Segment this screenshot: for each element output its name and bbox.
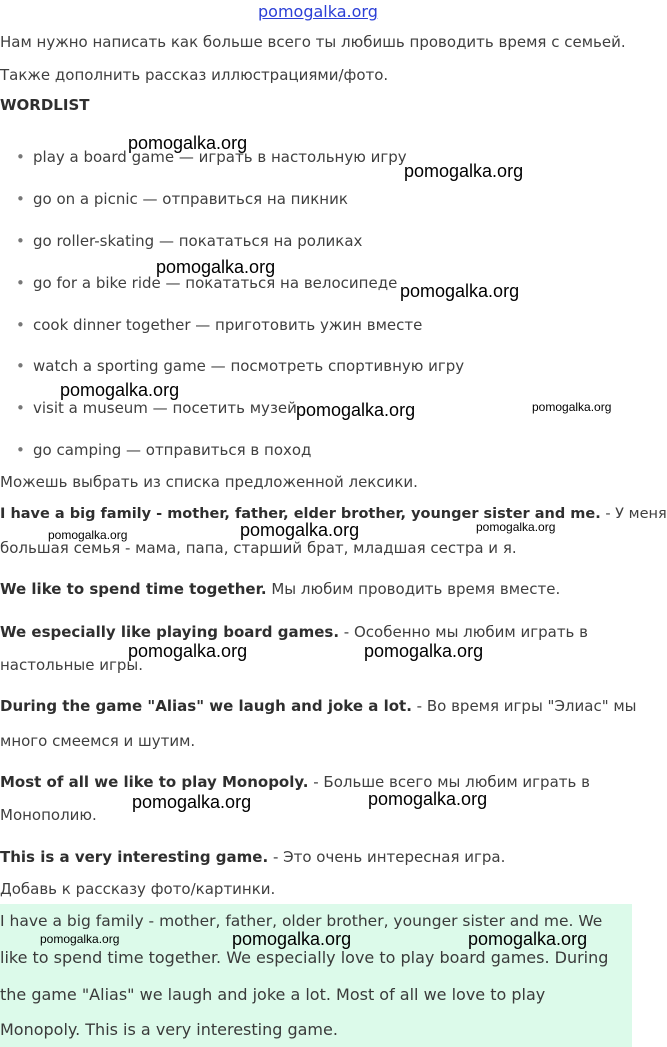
bullet-icon: • (16, 357, 25, 375)
watermark: pomogalka.org (468, 929, 588, 949)
sentence-3-cont: настольные игры. (0, 656, 143, 674)
sentence-3 (0, 623, 588, 641)
sentence-ru: - Это очень интересная игра. (268, 848, 506, 866)
watermark: pomogalka.org (404, 161, 524, 181)
bullet-icon: • (16, 441, 25, 459)
final-text-line: like to spend time together. We especially love to play board games. During (0, 948, 609, 967)
watermark: pomogalka.org (476, 520, 556, 534)
watermark: pomogalka.org (400, 281, 520, 301)
watermark: pomogalka.org (128, 133, 248, 153)
final-text-line: Monopoly. This is a very interesting game. (0, 1020, 338, 1039)
watermark: pomogalka.org (532, 400, 612, 414)
watermark: pomogalka.org (368, 789, 488, 809)
watermark: pomogalka.org (364, 641, 484, 661)
final-text-line: I have a big family - mother, father, older brother, younger sister and me. We (0, 912, 603, 930)
list-item: go roller-skating — покататься на роликах (33, 232, 363, 250)
list-item: go for a bike ride — покататься на велосипеде (33, 274, 398, 292)
bullet-icon: • (16, 232, 25, 250)
watermark: pomogalka.org (156, 257, 276, 277)
sentence-5-cont: Монополию. (0, 806, 97, 824)
watermark: pomogalka.org (40, 932, 120, 946)
sentence-ru: - У меня (600, 506, 667, 522)
bullet-icon: • (16, 190, 25, 208)
sentence-ru: Мы любим проводить время вместе. (266, 580, 561, 598)
list-item: play a board game — играть в настольную игру (33, 148, 407, 166)
watermark: pomogalka.org (48, 528, 128, 542)
sentence-2 (0, 580, 560, 598)
wordlist-title: WORDLIST (0, 96, 90, 114)
sentence-4 (0, 697, 637, 715)
sentence-ru: - Больше всего мы любим играть в (308, 773, 590, 791)
bullet-icon: • (16, 274, 25, 292)
task-line-1: Нам нужно написать как больше всего ты любишь проводить время с семьей. (0, 33, 626, 51)
list-item: visit a museum — посетить музей (33, 399, 297, 417)
sentence-en: We especially like playing board games. (0, 623, 340, 641)
bullet-icon: • (16, 316, 25, 334)
watermark: pomogalka.org (132, 792, 252, 812)
site-header-link[interactable]: pomogalka.org (258, 2, 378, 21)
sentence-5 (0, 773, 590, 791)
watermark: pomogalka.org (240, 520, 360, 540)
watermark: pomogalka.org (60, 380, 180, 400)
list-item: go on a picnic — отправиться на пикник (33, 190, 348, 208)
sentence-4-cont: много смеемся и шутим. (0, 732, 196, 750)
sentence-ru: - Особенно мы любим играть в (339, 623, 589, 641)
sentence-en: We like to spend time together. (0, 580, 267, 598)
bullet-icon: • (16, 148, 25, 166)
sentence-en: I have a big family - mother, father, elder brother, younger sister and me. (0, 506, 601, 522)
list-item: cook dinner together — приготовить ужин вместе (33, 316, 423, 334)
sentence-en: Most of all we like to play Monopoly. (0, 773, 309, 791)
bullet-icon: • (16, 399, 25, 417)
sentence-en: During the game "Alias" we laugh and joke a lot. (0, 697, 412, 715)
watermark: pomogalka.org (296, 400, 416, 420)
sentence-ru: - Во время игры "Элиас" мы (411, 697, 637, 715)
watermark: pomogalka.org (232, 929, 352, 949)
sentence-en: This is a very interesting game. (0, 848, 269, 866)
wordlist-note: Можешь выбрать из списка предложенной лексики. (0, 473, 418, 491)
task-line-2: Также дополнить рассказ иллюстрациями/фото. (0, 66, 389, 84)
sentence-6 (0, 848, 505, 866)
watermark: pomogalka.org (128, 641, 248, 661)
final-text-line: the game "Alias" we laugh and joke a lot. Most of all we love to play (0, 985, 546, 1004)
add-photo-note: Добавь к рассказу фото/картинки. (0, 880, 276, 898)
sentence-1-cont: большая семья - мама, папа, старший брат, младшая сестра и я. (0, 539, 517, 557)
list-item: go camping — отправиться в поход (33, 441, 312, 459)
list-item: watch a sporting game — посмотреть спортивную игру (33, 357, 465, 375)
